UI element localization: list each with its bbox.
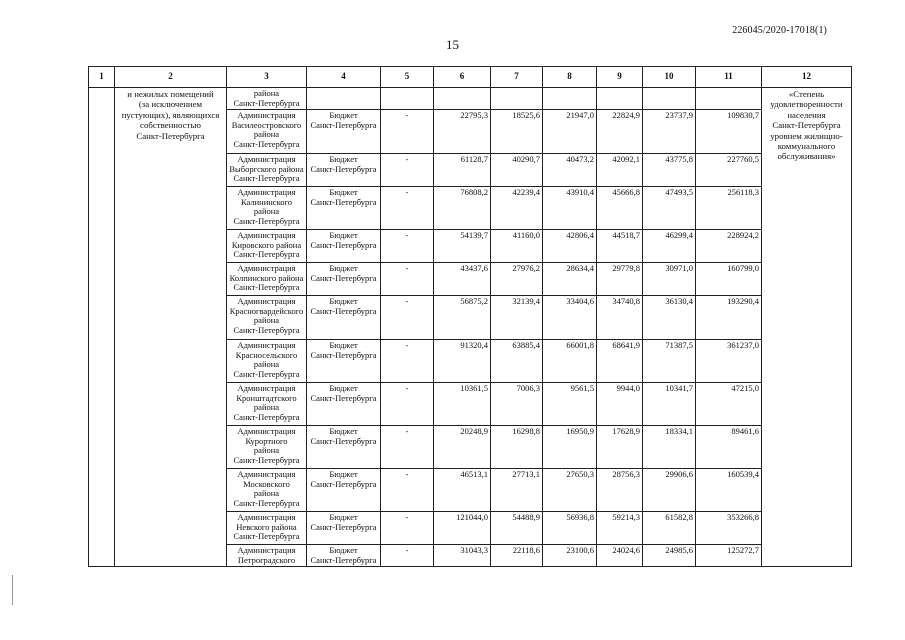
value-col8-cell: 16950,9 bbox=[543, 426, 597, 469]
value-col7-cell: 42239,4 bbox=[491, 187, 543, 230]
value-col8-cell: 21947,0 bbox=[543, 110, 597, 154]
continued-administrator-text: района Санкт-Петербурга bbox=[233, 88, 300, 108]
value-col7-cell: 16298,8 bbox=[491, 426, 543, 469]
funding-source-text: Бюджет Санкт-Петербурга bbox=[310, 154, 377, 174]
page-number: 15 bbox=[446, 37, 459, 52]
value-col5-cell: - bbox=[381, 512, 434, 545]
funding-source-cell bbox=[307, 340, 381, 383]
administrator-text: Администрация Красногвардейского района Санкт-Петербурга bbox=[229, 296, 304, 335]
header-col-12: 12 bbox=[762, 67, 852, 88]
funding-source-text: Бюджет Санкт-Петербурга bbox=[310, 296, 377, 316]
value-col6-cell: 31043,3 bbox=[434, 545, 491, 567]
value-col6-cell: 54139,7 bbox=[434, 230, 491, 263]
table-header-row bbox=[89, 67, 852, 88]
value-col9-cell: 22824,9 bbox=[597, 110, 643, 154]
administrator-text: Администрация Красносельского района Санкт-Петербурга bbox=[233, 340, 300, 379]
value-col11-cell: 353266,8 bbox=[696, 512, 762, 545]
value-col9-cell: 45666,8 bbox=[597, 187, 643, 230]
value-col9-cell: 9944,0 bbox=[597, 383, 643, 426]
program-description-cell bbox=[115, 88, 227, 567]
table-row bbox=[89, 88, 852, 110]
value-col8-cell: 33404,6 bbox=[543, 296, 597, 340]
value-col5-cell: - bbox=[381, 383, 434, 426]
administrator-cell bbox=[227, 383, 307, 426]
value-col11-cell: 109830,7 bbox=[696, 110, 762, 154]
indicator-cell bbox=[762, 88, 852, 567]
value-col10-cell: 47493,5 bbox=[643, 187, 696, 230]
header-col-7: 7 bbox=[491, 67, 543, 88]
funding-source-text: Бюджет Санкт-Петербурга bbox=[310, 426, 377, 446]
value-col5-cell: - bbox=[381, 263, 434, 296]
administrator-cell bbox=[227, 296, 307, 340]
administrator-text: Администрация Курортного района Санкт-Петербурга bbox=[233, 426, 300, 465]
administrator-text: Администрация Кировского района Санкт-Петербурга bbox=[231, 230, 302, 260]
administrator-cell bbox=[227, 340, 307, 383]
program-description-text: и нежилых помещений (за исключением пустующих), являющихся собственностью Санкт-Петербурга bbox=[121, 89, 220, 141]
header-col-2: 2 bbox=[115, 67, 227, 88]
table-cell bbox=[307, 88, 381, 110]
administrator-cell bbox=[227, 512, 307, 545]
header-col-1: 1 bbox=[89, 67, 115, 88]
value-col6-cell: 56875,2 bbox=[434, 296, 491, 340]
value-col8-cell: 43910,4 bbox=[543, 187, 597, 230]
administrator-text: Администрация Московского района Санкт-Петербурга bbox=[233, 469, 300, 508]
header-col-5: 5 bbox=[381, 67, 434, 88]
value-col7-cell: 40290,7 bbox=[491, 154, 543, 187]
value-col7-cell: 7006,3 bbox=[491, 383, 543, 426]
value-col11-cell: 228924,2 bbox=[696, 230, 762, 263]
value-col11-cell: 89461,6 bbox=[696, 426, 762, 469]
administrator-cell bbox=[227, 263, 307, 296]
value-col5-cell: - bbox=[381, 545, 434, 567]
funding-source-cell bbox=[307, 512, 381, 545]
value-col5-cell: - bbox=[381, 110, 434, 154]
value-col8-cell: 9561,5 bbox=[543, 383, 597, 426]
header-col-11: 11 bbox=[696, 67, 762, 88]
table-cell bbox=[696, 88, 762, 110]
value-col7-cell: 22118,6 bbox=[491, 545, 543, 567]
header-col-3: 3 bbox=[227, 67, 307, 88]
value-col6-cell: 10361,5 bbox=[434, 383, 491, 426]
administrator-text: Администрация Кронштадтского района Санкт-Петербурга bbox=[233, 383, 300, 422]
funding-source-cell bbox=[307, 383, 381, 426]
value-col7-cell: 54488,9 bbox=[491, 512, 543, 545]
value-col10-cell: 18334,1 bbox=[643, 426, 696, 469]
value-col11-cell: 256118,3 bbox=[696, 187, 762, 230]
continued-administrator-cell bbox=[227, 88, 307, 110]
value-col10-cell: 61582,8 bbox=[643, 512, 696, 545]
header-col-10: 10 bbox=[643, 67, 696, 88]
value-col5-cell: - bbox=[381, 230, 434, 263]
value-col11-cell: 193290,4 bbox=[696, 296, 762, 340]
table-cell bbox=[491, 88, 543, 110]
funding-source-text: Бюджет Санкт-Петербурга bbox=[310, 263, 377, 283]
funding-source-text: Бюджет Санкт-Петербурга bbox=[310, 469, 377, 489]
funding-source-cell bbox=[307, 545, 381, 567]
value-col9-cell: 29779,8 bbox=[597, 263, 643, 296]
administrator-text: Администрация Выборгского района Санкт-Петербурга bbox=[229, 154, 304, 184]
document-registration-number: 226045/2020-17018(1) bbox=[732, 25, 827, 36]
table-cell bbox=[597, 88, 643, 110]
funding-source-cell bbox=[307, 187, 381, 230]
value-col9-cell: 28756,3 bbox=[597, 469, 643, 512]
administrator-cell bbox=[227, 469, 307, 512]
administrator-text: Администрация Петроградского bbox=[237, 545, 296, 565]
value-col7-cell: 18525,6 bbox=[491, 110, 543, 154]
value-col11-cell: 160539,4 bbox=[696, 469, 762, 512]
administrator-text: Администрация Калининского района Санкт-Петербурга bbox=[233, 187, 300, 226]
administrator-cell bbox=[227, 110, 307, 154]
value-col6-cell: 22795,3 bbox=[434, 110, 491, 154]
value-col9-cell: 17628,9 bbox=[597, 426, 643, 469]
table-cell bbox=[381, 88, 434, 110]
header-col-9: 9 bbox=[597, 67, 643, 88]
value-col5-cell: - bbox=[381, 296, 434, 340]
budget-table bbox=[88, 66, 852, 567]
funding-source-text: Бюджет Санкт-Петербурга bbox=[310, 187, 377, 207]
funding-source-text: Бюджет Санкт-Петербурга bbox=[310, 110, 377, 130]
value-col8-cell: 42806,4 bbox=[543, 230, 597, 263]
value-col10-cell: 29906,6 bbox=[643, 469, 696, 512]
value-col9-cell: 68641,9 bbox=[597, 340, 643, 383]
value-col9-cell: 44518,7 bbox=[597, 230, 643, 263]
funding-source-cell bbox=[307, 426, 381, 469]
value-col7-cell: 27713,1 bbox=[491, 469, 543, 512]
value-col6-cell: 61128,7 bbox=[434, 154, 491, 187]
value-col5-cell: - bbox=[381, 340, 434, 383]
value-col11-cell: 47215,0 bbox=[696, 383, 762, 426]
funding-source-text: Бюджет Санкт-Петербурга bbox=[310, 340, 377, 360]
administrator-cell bbox=[227, 187, 307, 230]
funding-source-cell bbox=[307, 296, 381, 340]
administrator-cell bbox=[227, 545, 307, 567]
administrator-cell bbox=[227, 230, 307, 263]
table-cell bbox=[643, 88, 696, 110]
value-col6-cell: 91320,4 bbox=[434, 340, 491, 383]
value-col10-cell: 30971,0 bbox=[643, 263, 696, 296]
administrator-text: Администрация Василеостровского района Санкт-Петербурга bbox=[231, 110, 302, 149]
funding-source-cell bbox=[307, 230, 381, 263]
value-col7-cell: 32139,4 bbox=[491, 296, 543, 340]
indicator-text: «Степень удовлетворенности населения Санкт-Петербурга уровнем жилищно- коммунального обслуживания» bbox=[770, 89, 843, 162]
header-col-6: 6 bbox=[434, 67, 491, 88]
value-col6-cell: 76808,2 bbox=[434, 187, 491, 230]
value-col11-cell: 361237,0 bbox=[696, 340, 762, 383]
funding-source-cell bbox=[307, 263, 381, 296]
funding-source-text: Бюджет Санкт-Петербурга bbox=[310, 383, 377, 403]
value-col6-cell: 20248,9 bbox=[434, 426, 491, 469]
administrator-text: Администрация Невского района Санкт-Петербурга bbox=[233, 512, 300, 542]
value-col6-cell: 46513,1 bbox=[434, 469, 491, 512]
value-col9-cell: 42092,1 bbox=[597, 154, 643, 187]
value-col5-cell: - bbox=[381, 426, 434, 469]
col1-cell bbox=[89, 88, 115, 567]
value-col7-cell: 63885,4 bbox=[491, 340, 543, 383]
scan-margin-mark bbox=[12, 575, 13, 605]
value-col7-cell: 27976,2 bbox=[491, 263, 543, 296]
value-col9-cell: 34740,8 bbox=[597, 296, 643, 340]
header-col-4: 4 bbox=[307, 67, 381, 88]
value-col10-cell: 23737,9 bbox=[643, 110, 696, 154]
funding-source-cell bbox=[307, 110, 381, 154]
value-col8-cell: 66001,8 bbox=[543, 340, 597, 383]
value-col8-cell: 28634,4 bbox=[543, 263, 597, 296]
value-col9-cell: 24024,6 bbox=[597, 545, 643, 567]
value-col9-cell: 59214,3 bbox=[597, 512, 643, 545]
funding-source-cell bbox=[307, 469, 381, 512]
value-col11-cell: 125272,7 bbox=[696, 545, 762, 567]
value-col10-cell: 36130,4 bbox=[643, 296, 696, 340]
value-col10-cell: 71387,5 bbox=[643, 340, 696, 383]
value-col6-cell: 43437,6 bbox=[434, 263, 491, 296]
value-col11-cell: 160799,0 bbox=[696, 263, 762, 296]
value-col5-cell: - bbox=[381, 154, 434, 187]
value-col8-cell: 56936,8 bbox=[543, 512, 597, 545]
value-col11-cell: 227760,5 bbox=[696, 154, 762, 187]
table-cell bbox=[543, 88, 597, 110]
value-col8-cell: 40473,2 bbox=[543, 154, 597, 187]
administrator-text: Администрация Колпинского района Санкт-Петербурга bbox=[229, 263, 304, 293]
value-col8-cell: 23100,6 bbox=[543, 545, 597, 567]
funding-source-text: Бюджет Санкт-Петербурга bbox=[310, 230, 377, 250]
value-col10-cell: 24985,6 bbox=[643, 545, 696, 567]
value-col10-cell: 43775,8 bbox=[643, 154, 696, 187]
administrator-cell bbox=[227, 426, 307, 469]
funding-source-cell bbox=[307, 154, 381, 187]
value-col10-cell: 46299,4 bbox=[643, 230, 696, 263]
value-col5-cell: - bbox=[381, 469, 434, 512]
value-col8-cell: 27650,3 bbox=[543, 469, 597, 512]
header-col-8: 8 bbox=[543, 67, 597, 88]
funding-source-text: Бюджет Санкт-Петербурга bbox=[310, 512, 377, 532]
value-col6-cell: 121044,0 bbox=[434, 512, 491, 545]
administrator-cell bbox=[227, 154, 307, 187]
value-col7-cell: 41160,0 bbox=[491, 230, 543, 263]
value-col5-cell: - bbox=[381, 187, 434, 230]
funding-source-text: Бюджет Санкт-Петербурга bbox=[310, 545, 377, 565]
table-cell bbox=[434, 88, 491, 110]
value-col10-cell: 10341,7 bbox=[643, 383, 696, 426]
